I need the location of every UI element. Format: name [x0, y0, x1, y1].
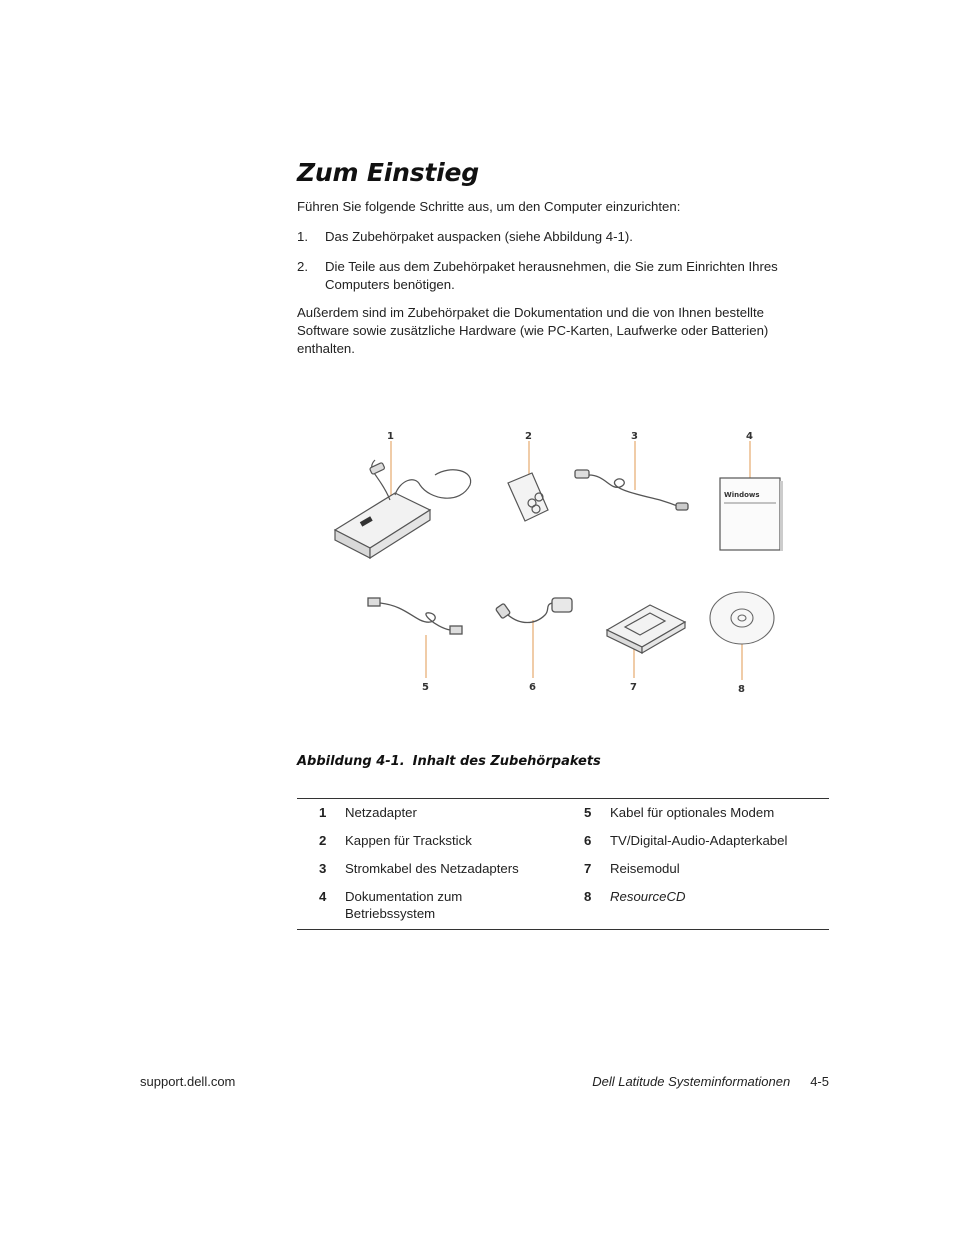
tv-audio-cable-icon	[495, 598, 572, 623]
callout-1: 1	[387, 431, 394, 442]
step-1	[297, 228, 817, 248]
footer-doc-title: Dell Latitude Systeminformationen	[592, 1074, 791, 1089]
legend-label: Netzadapter	[345, 805, 417, 820]
footer-url: support.dell.com	[140, 1074, 236, 1089]
page-number: 4-5	[810, 1074, 829, 1089]
legend-label: TV/Digital-Audio-Adapterkabel	[610, 833, 788, 848]
legend-label: Dokumentation zum Betriebssystem	[345, 889, 463, 921]
figure-illustration	[320, 415, 820, 705]
caption-text: Inhalt des Zubehörpakets	[412, 754, 601, 769]
caption-number: Abbildung 4-1.	[297, 754, 405, 769]
legend-label: Stromkabel des Netzadapters	[345, 861, 519, 876]
legend-number: 6	[584, 833, 592, 848]
step-text: Die Teile aus dem Zubehörpaket herausnehmen, die Sie zum Einrichten Ihres Computers benötigen.	[325, 259, 778, 292]
package-contents-figure	[320, 415, 820, 705]
step-number: 2.	[297, 259, 308, 274]
documentation-icon	[720, 478, 783, 551]
callout-7: 7	[630, 682, 637, 693]
intro-text: Führen Sie folgende Schritte aus, um den Computer einzurichten:	[297, 199, 681, 214]
legend-label: Reisemodul	[610, 861, 680, 876]
trackstick-caps-icon	[508, 473, 548, 521]
travel-module-icon	[607, 605, 685, 653]
step-number: 1.	[297, 229, 308, 244]
callout-3: 3	[631, 431, 638, 442]
callout-4: 4	[746, 431, 753, 442]
callout-5: 5	[422, 682, 429, 693]
legend-table	[297, 798, 829, 930]
resource-cd-icon	[710, 592, 774, 644]
legend-number: 7	[584, 861, 592, 876]
step-text: Das Zubehörpaket auspacken (siehe Abbildung 4-1).	[325, 229, 633, 244]
legend-number: 2	[319, 833, 327, 848]
modem-cable-icon	[368, 598, 462, 634]
legend-number: 5	[584, 805, 592, 820]
legend-label: Kabel für optionales Modem	[610, 805, 775, 820]
legend-label: ResourceCD	[610, 889, 686, 904]
legend-number: 4	[319, 889, 327, 904]
figure-caption	[297, 754, 601, 769]
callout-2: 2	[525, 431, 532, 442]
step-2	[297, 258, 817, 298]
page-title: Zum Einstieg	[297, 158, 479, 187]
power-cord-icon	[575, 470, 688, 510]
callout-8: 8	[738, 684, 745, 695]
legend-number: 1	[319, 805, 327, 820]
power-adapter-icon	[335, 460, 471, 558]
legend-label: Kappen für Trackstick	[345, 833, 472, 848]
callout-6: 6	[529, 682, 536, 693]
book-label: Windows	[724, 491, 760, 499]
contents-paragraph: Außerdem sind im Zubehörpaket die Dokumentation und die von Ihnen bestellte Software sowie zusätzliche Hardware (wie PC-Karten, Laufwerke oder Batterien) enthalten.	[297, 305, 769, 356]
legend-number: 3	[319, 861, 327, 876]
footer-title	[592, 1074, 829, 1089]
legend-number: 8	[584, 889, 592, 904]
